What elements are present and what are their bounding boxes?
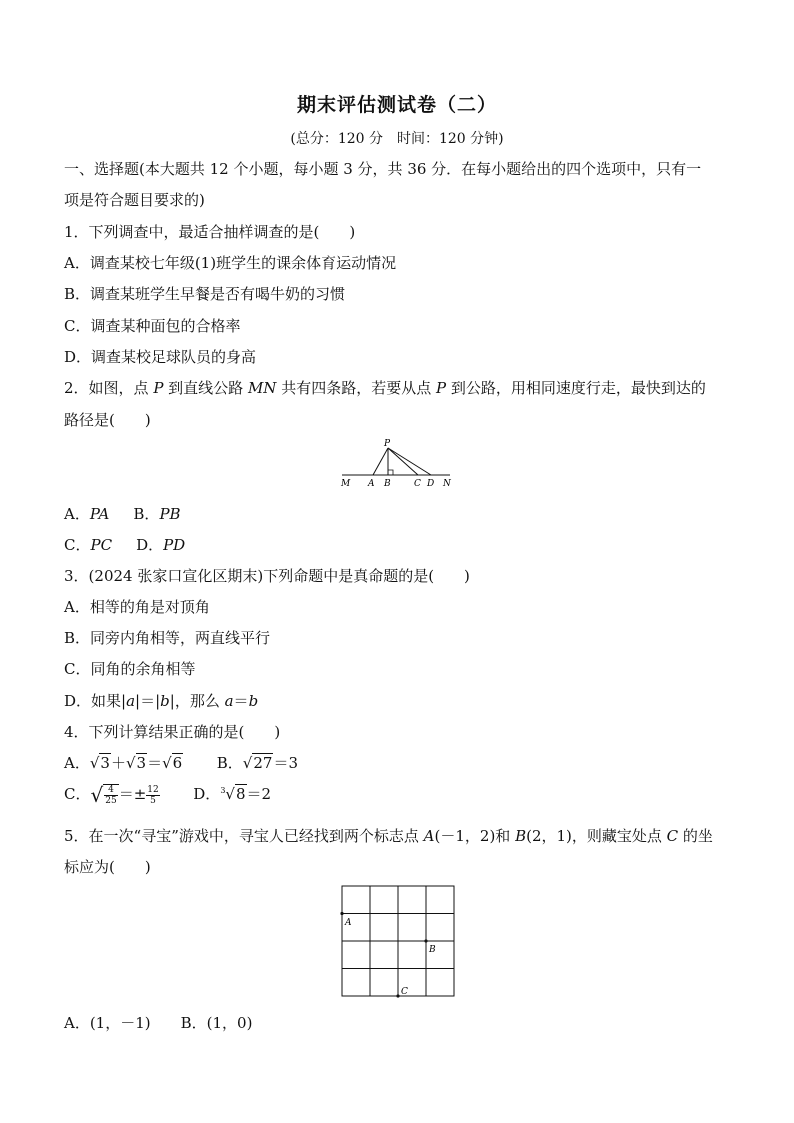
- grid-label-b: B: [429, 945, 436, 955]
- q4-c-op: ＝±: [118, 785, 147, 803]
- q2-stem-part: 到直线公路: [163, 379, 248, 397]
- q4-b-radicand: 27: [253, 754, 273, 772]
- q2-options-cd: [64, 534, 185, 555]
- q2-option-c-letter: C．: [64, 536, 91, 554]
- sqrt-icon: √: [242, 754, 253, 772]
- q2-option-a: PA: [89, 505, 110, 523]
- q4-option-d-letter: D．: [193, 785, 221, 803]
- section-intro-line1: 一、选择题(本大题共 12 个小题，每小题 3 分，共 36 分．在每小题给出的四个选项中，只有一: [64, 160, 702, 178]
- q4-c-result-fraction: [146, 785, 159, 806]
- q2-option-d-letter: D．: [136, 536, 164, 554]
- q4-a-radicand: 6: [172, 754, 183, 772]
- q4-d-op: ＝2: [246, 785, 272, 803]
- q2-stem-part: 2．如图，点: [64, 379, 154, 397]
- q5-stem: [64, 825, 713, 846]
- q4-options-ab: [64, 752, 298, 773]
- exam-title: 期末评估测试卷（二）: [296, 94, 497, 116]
- q3-d-var: a: [126, 692, 136, 710]
- q3-d-text: |＝|: [135, 692, 161, 710]
- q3-d-var: b: [248, 692, 259, 710]
- q1-option-b: B．调查某班学生早餐是否有喝牛奶的习惯: [64, 285, 346, 303]
- section-intro-line2: 项是符合题目要求的): [64, 191, 205, 209]
- q4-a-radicand: 3: [136, 754, 147, 772]
- point-a-marker: [340, 912, 343, 915]
- path-pd: [388, 448, 431, 475]
- q2-option-c: PC: [90, 536, 113, 554]
- q2-figure: [336, 436, 456, 492]
- exam-subtitle: (总分：120 分 时间：120 分钟): [290, 131, 504, 147]
- q3-stem: 3．(2024 张家口宣化区期末)下列命题中是真命题的是( ): [64, 567, 470, 585]
- q5-point-a: A: [423, 827, 435, 845]
- q1-option-d: D．调查某校足球队员的身高: [64, 348, 257, 366]
- q3-option-a: A．相等的角是对顶角: [64, 598, 210, 616]
- q4-a-op: ＝: [147, 754, 163, 772]
- label-n: N: [443, 479, 451, 489]
- q4-option-a-letter: A．: [64, 754, 90, 772]
- sqrt-icon: √: [225, 785, 235, 803]
- q4-options-cd: [64, 783, 271, 807]
- label-p: P: [384, 439, 391, 449]
- label-c: C: [414, 479, 421, 489]
- q2-stem-part: 到公路，用相同速度行走，最快到达的: [446, 379, 706, 397]
- right-angle-mark: [388, 470, 393, 475]
- q2-stem-part: 共有四条路，若要从点: [276, 379, 436, 397]
- q4-option-c-letter: C．: [64, 785, 91, 803]
- q5-grid-figure: [338, 883, 458, 1001]
- q2-stem: [64, 377, 706, 398]
- q5-options: A．(1，－1) B．(1，0): [64, 1014, 253, 1032]
- label-d: D: [427, 479, 435, 489]
- path-pa: [373, 448, 388, 475]
- q3-d-text: ＝: [233, 692, 249, 710]
- q4-c-denominator2: 5: [150, 795, 156, 806]
- q5-point-c: C: [666, 827, 679, 845]
- q2-option-d: PD: [163, 536, 186, 554]
- grid-label-a: A: [345, 918, 352, 928]
- q3-option-d: [64, 690, 258, 711]
- q4-d-root-index: 3: [220, 786, 226, 795]
- point-c-marker: [396, 994, 399, 997]
- point-b-marker: [424, 939, 427, 942]
- q2-stem-line2: 路径是( ): [64, 411, 151, 429]
- q2-point-p2: P: [435, 379, 447, 397]
- label-m: M: [341, 479, 351, 489]
- q4-c-numerator2: 12: [147, 784, 159, 795]
- q2-line-mn: MN: [247, 379, 277, 397]
- q3-d-text: |，那么: [169, 692, 225, 710]
- path-pc: [388, 448, 418, 475]
- q4-a-radicand: 3: [100, 754, 110, 772]
- q5-stem-part: 5．在一次“寻宝”游戏中，寻宝人已经找到两个标志点: [64, 827, 424, 845]
- q4-a-op: ＋: [110, 754, 126, 772]
- q4-d-radicand: 8: [235, 785, 246, 803]
- q5-stem-line2: 标应为( ): [64, 858, 151, 876]
- q2-point-p: P: [153, 379, 164, 397]
- q2-option-b-letter: B．: [133, 505, 160, 523]
- q4-b-op: ＝3: [273, 754, 298, 772]
- q5-stem-part: (2，1)，则藏宝处点: [526, 827, 667, 845]
- label-a: A: [368, 479, 375, 489]
- sqrt-icon: √: [125, 754, 136, 772]
- sqrt-icon: √: [89, 754, 100, 772]
- grid-lines: [342, 886, 454, 996]
- label-b: B: [384, 479, 391, 489]
- q4-option-b-letter: B．: [216, 754, 243, 772]
- q3-option-b: B．同旁内角相等，两直线平行: [64, 629, 271, 647]
- q4-c-numerator: 4: [104, 785, 117, 796]
- q1-option-a: A．调查某校七年级(1)班学生的课余体育运动情况: [64, 254, 397, 272]
- q1-option-c: C．调查某种面包的合格率: [64, 317, 241, 335]
- q5-stem-part: (－1，2)和: [434, 827, 516, 845]
- grid-label-c: C: [401, 987, 408, 997]
- q3-d-text: D．如果|: [64, 692, 127, 710]
- q3-d-var: a: [224, 692, 234, 710]
- sqrt-icon: √: [90, 783, 104, 807]
- q2-option-a-letter: A．: [64, 505, 90, 523]
- q5-point-b: B: [515, 827, 527, 845]
- q4-c-denominator: 25: [105, 796, 117, 806]
- q4-stem: 4．下列计算结果正确的是( ): [64, 723, 281, 741]
- q4-c-fraction: [103, 784, 118, 806]
- q3-option-c: C．同角的余角相等: [64, 660, 196, 678]
- q2-options-ab: [64, 503, 181, 524]
- sqrt-icon: √: [162, 754, 172, 772]
- q3-d-var: b: [160, 692, 170, 710]
- q5-stem-part: 的坐: [678, 827, 713, 845]
- q2-option-b: PB: [159, 505, 181, 523]
- q1-stem: 1．下列调查中，最适合抽样调查的是( ): [64, 223, 356, 241]
